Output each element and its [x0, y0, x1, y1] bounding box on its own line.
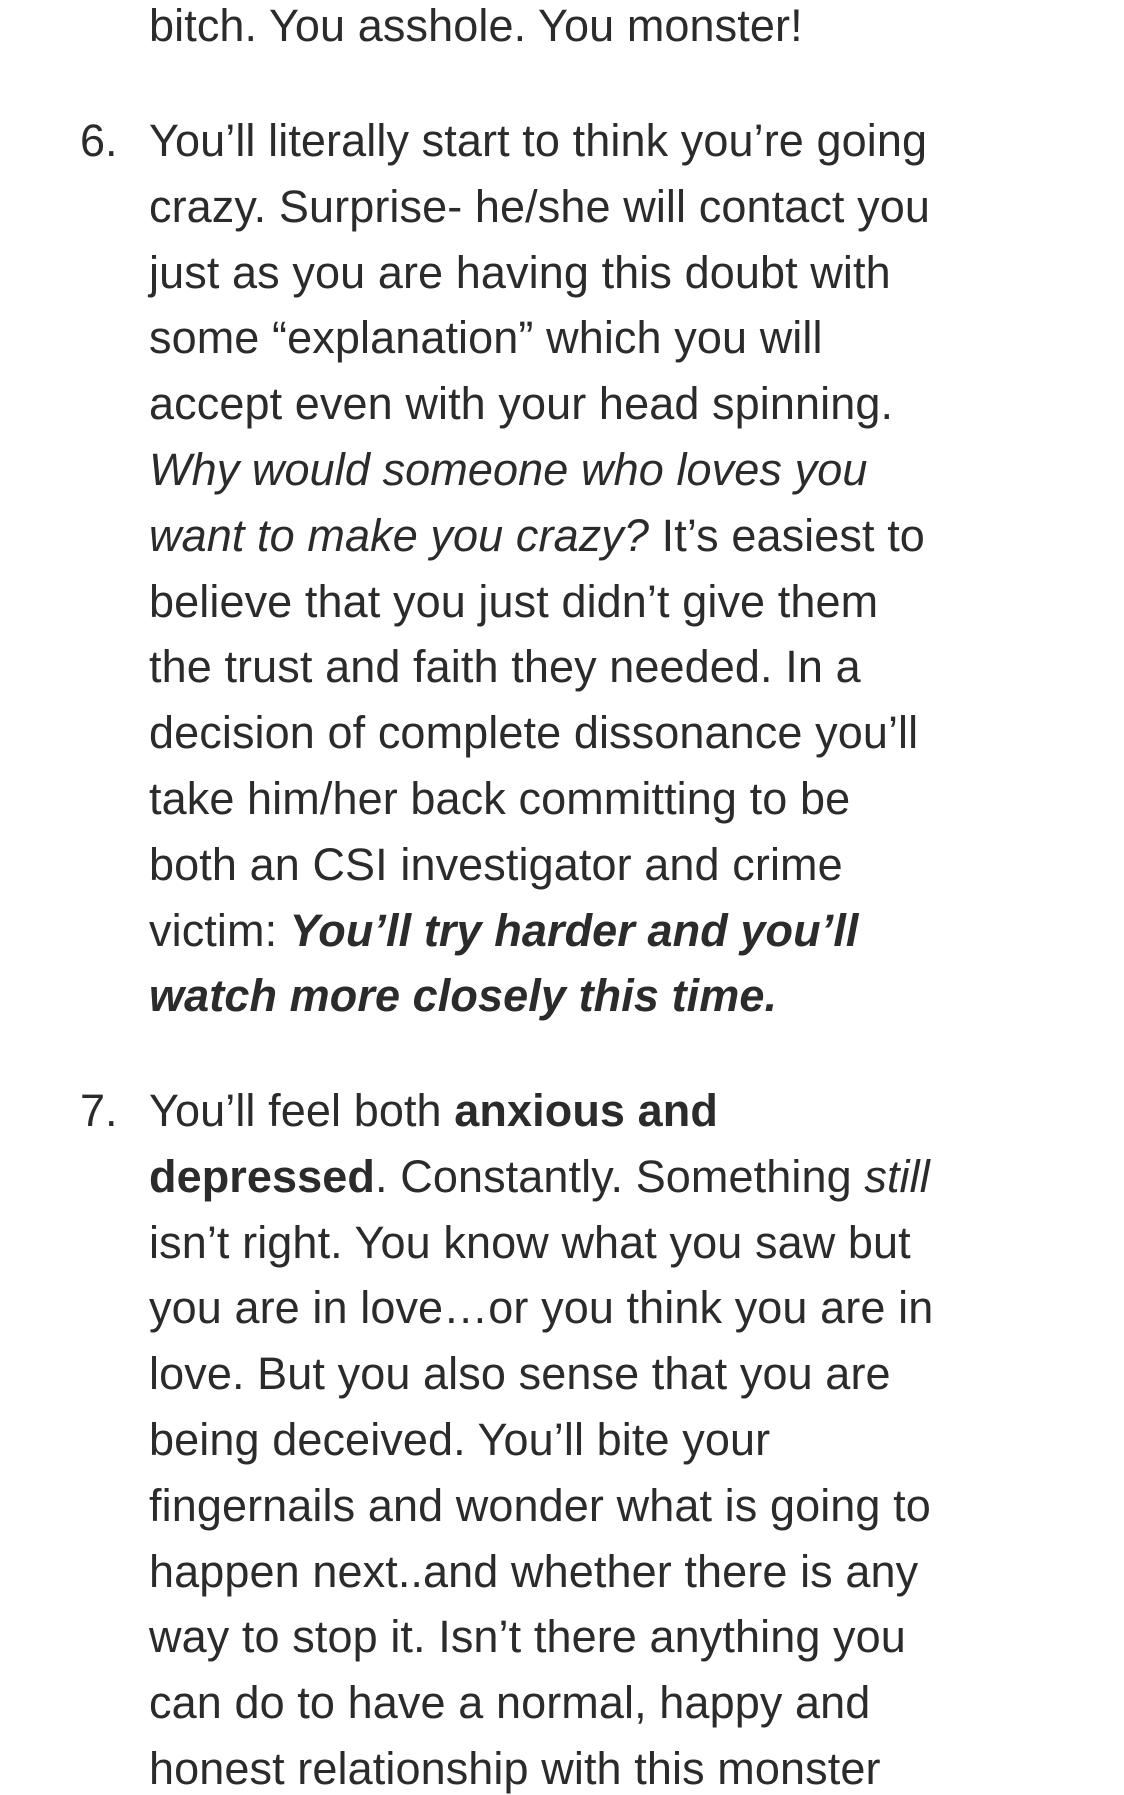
text-run: victim: — [149, 904, 290, 956]
text-run: just as you are having this doubt with — [149, 246, 891, 298]
bold-text-run: depressed — [149, 1150, 376, 1202]
text-run: can do to have a normal, happy and — [149, 1677, 871, 1729]
italic-text-run: still — [864, 1150, 930, 1202]
text-run: way to stop it. Isn’t there anything you — [149, 1611, 906, 1663]
text-line — [149, 700, 918, 765]
text-line — [149, 371, 893, 436]
bold-text-run: anxious and — [454, 1085, 718, 1136]
list-number: 7. — [80, 1085, 118, 1136]
text-line — [149, 634, 861, 699]
text-line — [149, 898, 859, 963]
text-line — [149, 108, 927, 173]
text-run: You’ll literally start to think you’re going — [149, 115, 928, 166]
text-run: honest relationship with this monster — [149, 1743, 881, 1794]
text-run: being deceived. You’ll bite your — [149, 1414, 771, 1465]
text-line — [149, 1736, 881, 1795]
text-line — [149, 437, 867, 502]
italic-text-run: Why would someone who loves you — [149, 444, 868, 495]
text-run: some “explanation” which you will — [149, 312, 823, 364]
text-line — [149, 963, 777, 1028]
text-run: fingernails and wonder what is going to — [149, 1479, 931, 1531]
text-line — [149, 1473, 931, 1538]
text-run: accept even with your head spinning. — [149, 378, 894, 430]
text-line — [149, 0, 803, 58]
text-line — [149, 1539, 918, 1604]
text-line — [149, 1144, 930, 1209]
text-line — [149, 305, 823, 370]
text-line — [149, 1604, 906, 1669]
text-run: love. But you also sense that you are — [149, 1348, 891, 1400]
text-run: bitch. You asshole. You monster! — [149, 0, 803, 51]
text-run: You’ll feel both — [149, 1085, 455, 1136]
text-line — [149, 1341, 891, 1406]
text-line — [149, 569, 878, 634]
text-run: you are in love…or you think you are in — [149, 1282, 934, 1334]
text-run: . Constantly. Something — [375, 1150, 865, 1202]
text-line — [149, 1275, 933, 1340]
text-line — [149, 174, 930, 239]
text-run: take him/her back committing to be — [149, 773, 851, 824]
text-line — [149, 766, 850, 831]
text-line — [149, 1670, 870, 1735]
text-line — [149, 503, 925, 568]
text-run: decision of complete dissonance you’ll — [149, 707, 919, 759]
list-number: 6. — [80, 115, 118, 166]
text-run: happen next..and whether there is any — [149, 1545, 919, 1597]
text-run: both an CSI investigator and crime — [149, 838, 843, 890]
text-run: It’s easiest to — [649, 509, 925, 561]
text-line — [149, 832, 843, 897]
text-line — [149, 1078, 718, 1143]
text-run: the trust and faith they needed. In a — [149, 641, 861, 693]
italic-text-run: want to make you crazy? — [149, 509, 650, 561]
text-line — [149, 1407, 770, 1472]
text-line — [149, 240, 891, 305]
bold-italic-text-run: watch more closely this time. — [149, 970, 778, 1022]
text-run: isn’t right. You know what you saw but — [149, 1216, 911, 1268]
text-line — [149, 1210, 911, 1275]
bold-italic-text-run: You’ll try harder and you’ll — [289, 904, 859, 956]
text-run: believe that you just didn’t give them — [149, 575, 879, 627]
text-run: crazy. Surprise- he/she will contact you — [149, 180, 930, 232]
